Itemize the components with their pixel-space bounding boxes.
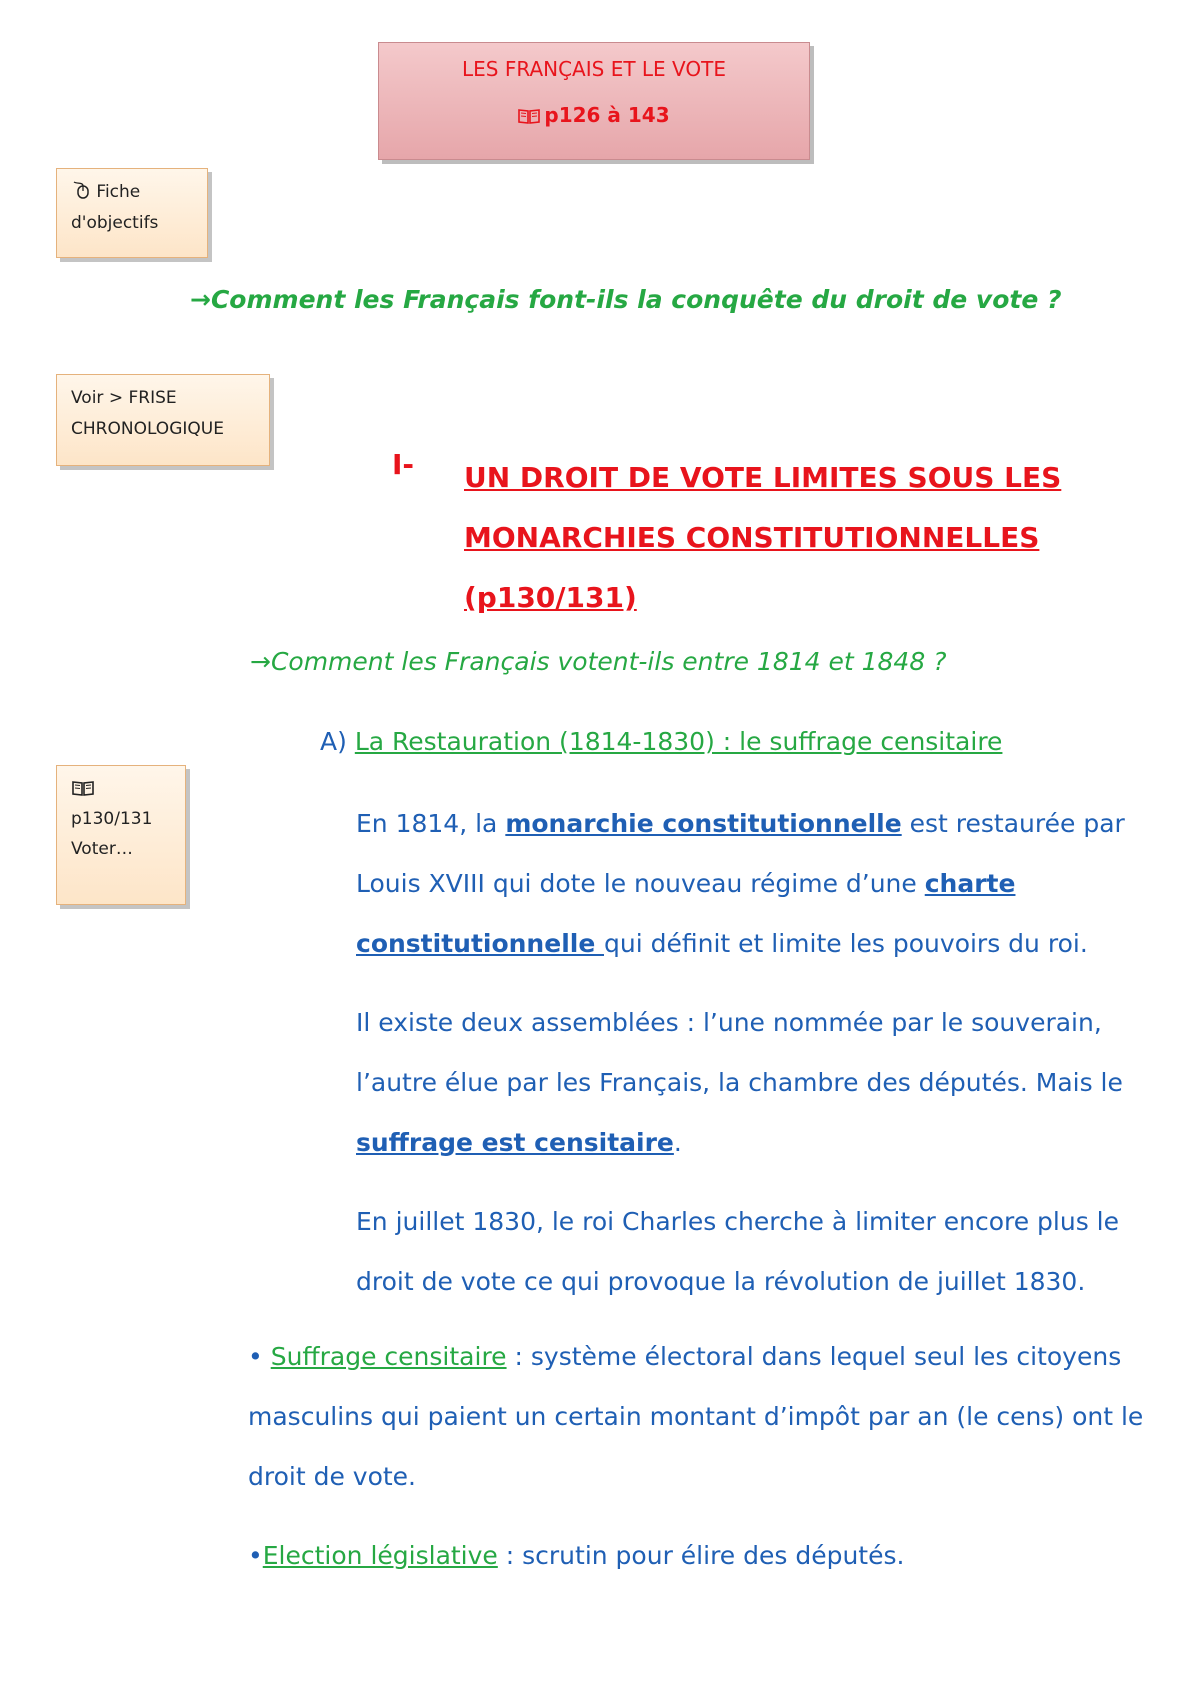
title-box (378, 42, 810, 160)
objectives-label-2: d'objectifs (71, 213, 159, 233)
book-note-pages: p130/131 (71, 809, 153, 829)
def2-term: Election législative (262, 1541, 498, 1570)
def2-text: : scrutin pour élire des députés. (497, 1541, 905, 1570)
section-title (464, 448, 1104, 628)
timeline-label-2: CHRONOLOGIQUE (71, 419, 224, 439)
book-note-icon-line (71, 774, 171, 804)
p1-text-a: En 1814, la (356, 809, 506, 838)
section-number: I- (392, 448, 415, 481)
book-note (56, 765, 186, 905)
def1-term: Suffrage censitaire (270, 1342, 507, 1371)
def1-text: : système électoral dans lequel seul les citoyens masculins qui paient un certain montant d’impôt par an (le cens) ont le droit de vote. (248, 1342, 1144, 1491)
p1-text-c: qui définit et limite les pouvoirs du roi. (604, 929, 1088, 958)
timeline-note (56, 374, 270, 466)
book-icon (518, 108, 540, 124)
def2-bullet: • (248, 1541, 263, 1570)
book-note-topic: Voter… (71, 839, 133, 859)
mouse-icon (71, 181, 91, 199)
subsection-heading (320, 727, 1002, 756)
p1-text-b: est restaurée par Louis XVIII qui dote le nouveau régime d’une (356, 809, 1125, 898)
keyword-suffrage: suffrage est censitaire (356, 1128, 674, 1157)
definition-election (248, 1526, 1178, 1586)
objectives-label-1: Fiche (96, 182, 141, 202)
subsection-title: La Restauration (1814-1830) : le suffrage censitaire (354, 727, 1003, 756)
page-range: p126 à 143 (544, 103, 670, 127)
objectives-note-line1 (71, 177, 193, 208)
section-title-line1: UN DROIT DE VOTE LIMITES SOUS LES (464, 461, 1062, 494)
keyword-charte: charte constitutionnelle (356, 869, 1016, 958)
definition-suffrage (248, 1327, 1178, 1507)
main-question: →Comment les Français font-ils la conquête du droit de vote ? (190, 285, 1062, 314)
paragraph-restoration (356, 794, 1176, 974)
timeline-label-1: Voir > FRISE (71, 388, 177, 408)
document-title: LES FRANÇAIS ET LE VOTE (462, 57, 726, 81)
page-reference (379, 103, 809, 127)
p2-text-b: . (673, 1128, 682, 1157)
section-title-line3: (p130/131) (464, 581, 637, 614)
paragraph-assemblies (356, 993, 1176, 1173)
book-icon (71, 780, 95, 796)
def1-bullet: • (248, 1342, 271, 1371)
keyword-monarchie: monarchie constitutionnelle (505, 809, 902, 838)
section-title-line2: MONARCHIES CONSTITUTIONNELLES (464, 521, 1040, 554)
objectives-note (56, 168, 208, 258)
p2-text-a: Il existe deux assemblées : l’une nommée par le souverain, l’autre élue par les Français, la chambre des députés. Mais le (356, 1008, 1123, 1097)
subsection-label: A) (320, 727, 347, 756)
paragraph-revolution: En juillet 1830, le roi Charles cherche à limiter encore plus le droit de vote ce qui provoque la révolution de juillet 1830. (356, 1207, 1120, 1296)
section-question: →Comment les Français votent-ils entre 1814 et 1848 ? (250, 647, 947, 676)
